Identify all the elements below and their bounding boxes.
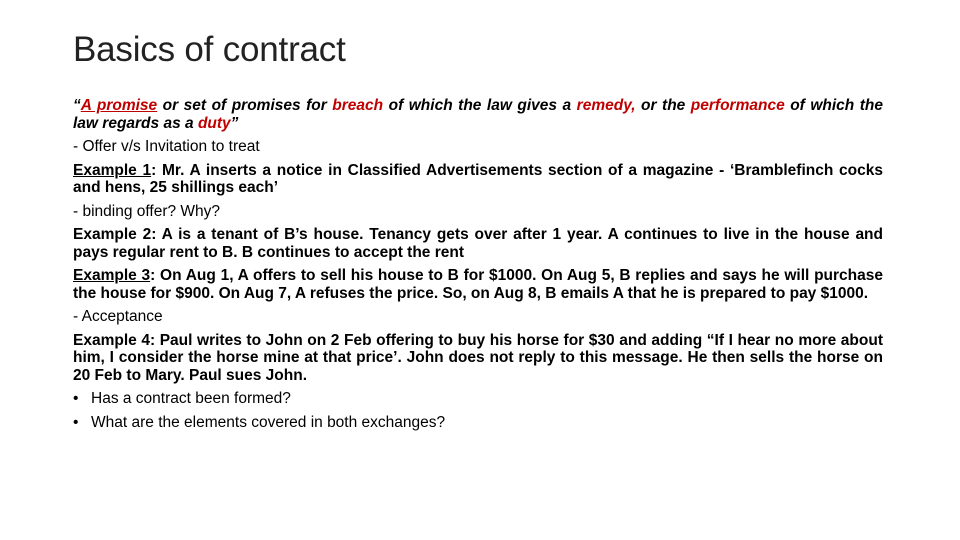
term-remedy: remedy, <box>576 97 636 114</box>
bullet-text: Has a contract been formed? <box>91 390 291 407</box>
close-quote: ” <box>230 114 239 132</box>
definition-text-1: or set of promises for <box>157 97 333 114</box>
bullet-icon: • <box>73 413 79 431</box>
example-2: Example 2: A is a tenant of B’s house. Tenancy gets over after 1 year. A continues to live in the house and pays regular rent to B. B continues to accept the rent <box>73 226 883 261</box>
definition-text-2: of which the law gives a <box>383 97 577 114</box>
slide-body <box>73 97 883 437</box>
example-1-text: : Mr. A inserts a notice in Classified Advertisements section of a magazine - ‘Bramblefinch cocks and hens, 25 shillings each’ <box>73 161 884 196</box>
term-duty: duty <box>197 114 231 132</box>
example-3-label: Example 3 <box>73 267 151 284</box>
bullet-icon: • <box>73 390 79 407</box>
definition-text-4: of which the law regards as a <box>73 97 884 132</box>
bullet-item <box>73 390 883 408</box>
acceptance-line: - Acceptance <box>73 308 163 325</box>
example-4: Example 4: Paul writes to John on 2 Feb offering to buy his horse for $30 and adding “If I hear no more about him, I consider the horse mine at that price’. John does not reply to this message. He then sells the horse on 20 Feb to Mary. Paul sues John. <box>73 331 883 384</box>
example-1-label: Example 1 <box>73 161 152 179</box>
example-3-text: : On Aug 1, A offers to sell his house to B for $1000. On Aug 5, B replies and says he will purchase the house for $900. On Aug 7, A refuses the price. So, on Aug 8, B emails A that he is prepared to pay $1000. <box>73 267 883 302</box>
bullet-item <box>73 414 883 432</box>
term-breach: breach <box>332 97 384 114</box>
example-1 <box>73 162 883 197</box>
offer-vs-invitation-line: - Offer v/s Invitation to treat <box>73 138 260 155</box>
contract-definition <box>73 97 883 132</box>
slide-title: Basics of contract <box>73 30 346 69</box>
term-a-promise: A promise <box>80 97 158 114</box>
open-quote: “ <box>73 97 81 114</box>
definition-text-3: or the <box>635 97 691 114</box>
term-performance: performance <box>690 97 785 114</box>
example-3 <box>73 267 883 302</box>
binding-offer-line: - binding offer? Why? <box>73 202 221 220</box>
bullet-text: What are the elements covered in both exchanges? <box>91 413 446 431</box>
